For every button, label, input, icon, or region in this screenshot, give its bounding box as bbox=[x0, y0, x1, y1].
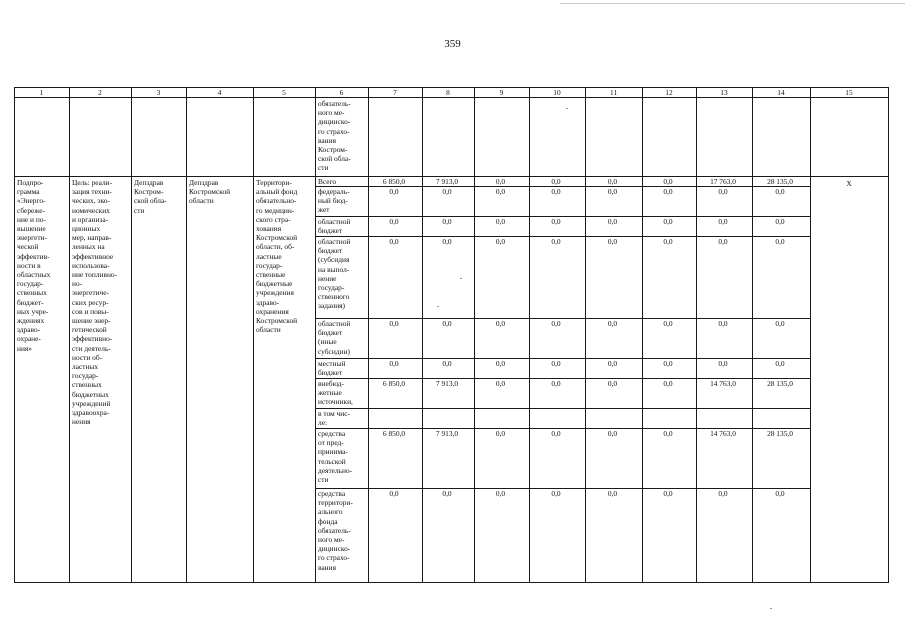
subprogram-goal: гетической bbox=[72, 325, 107, 335]
subprogram-name: ние и по- bbox=[17, 214, 46, 224]
amount-cell: 0,0 bbox=[775, 217, 785, 226]
amount-cell: 0,0 bbox=[775, 359, 785, 368]
column-rule-13 bbox=[752, 87, 753, 583]
amount-cell: 0,0 bbox=[442, 187, 452, 196]
funding-source-label: на выпол- bbox=[318, 264, 350, 274]
column-rule-5 bbox=[315, 87, 316, 583]
subprogram-name: ности в bbox=[17, 260, 41, 270]
amount-cell: 0,0 bbox=[663, 489, 673, 498]
amount-cell: 6 850,0 bbox=[382, 429, 406, 438]
funding-source-label: территори- bbox=[318, 498, 353, 508]
amount-cell: 0,0 bbox=[607, 359, 618, 368]
amount-cell: 0,0 bbox=[495, 237, 506, 246]
amount-cell: 6 850,0 bbox=[382, 177, 406, 186]
subprogram-goal: номических bbox=[72, 205, 110, 215]
subprogram-goal: шение энер- bbox=[72, 316, 111, 325]
funding-source-label: вания bbox=[318, 562, 336, 572]
funding-source-label: сти bbox=[318, 475, 329, 484]
scan-speck bbox=[437, 306, 439, 307]
participants: учреждения bbox=[256, 288, 294, 298]
column-rule-15 bbox=[888, 87, 889, 583]
column-rule-4 bbox=[253, 87, 254, 583]
amount-cell: 0,0 bbox=[495, 177, 506, 186]
amount-cell: 0,0 bbox=[607, 429, 618, 438]
co-executor: Костромской bbox=[189, 187, 231, 197]
column-rule-7 bbox=[422, 87, 423, 583]
amount-cell: 0,0 bbox=[607, 379, 618, 388]
funding-source-label: (субсидия bbox=[318, 255, 350, 265]
amount-cell: 28 135,0 bbox=[767, 379, 793, 388]
subprogram-goal: но- bbox=[72, 279, 83, 289]
amount-cell: 0,0 bbox=[775, 187, 785, 196]
funding-source-label: обязатель- bbox=[318, 525, 351, 535]
funding-source-label: средства bbox=[318, 489, 346, 498]
subprogram-goal: Цель: реали- bbox=[72, 178, 113, 187]
co-executor: Депздрав bbox=[189, 178, 219, 187]
participants: го медицин- bbox=[256, 205, 295, 215]
source-row-rule bbox=[315, 408, 810, 409]
participants: ственные bbox=[256, 270, 286, 279]
amount-cell: 7 913,0 bbox=[435, 429, 459, 438]
amount-cell: 0,0 bbox=[663, 319, 673, 328]
amount-cell: 0,0 bbox=[663, 237, 673, 246]
amount-cell: 0,0 bbox=[775, 237, 785, 246]
responsible-executor: сти bbox=[134, 205, 145, 215]
subprogram-name: областных bbox=[17, 270, 51, 279]
funding-source-label: деятельно- bbox=[318, 465, 353, 475]
amount-cell: 0,0 bbox=[551, 177, 561, 186]
column-rule-10 bbox=[585, 87, 586, 583]
column-header-14: 14 bbox=[777, 88, 785, 97]
column-rule-12 bbox=[696, 87, 697, 583]
subprogram-name: «Энерго- bbox=[17, 196, 46, 206]
funding-source-label: дицинско- bbox=[318, 544, 351, 554]
amount-cell: 0,0 bbox=[389, 217, 399, 226]
subprogram-name: бюджет- bbox=[17, 297, 44, 307]
continued-cell-text: обязатель- bbox=[318, 99, 351, 108]
amount-cell: 0,0 bbox=[607, 177, 618, 186]
amount-cell: 0,0 bbox=[718, 217, 728, 226]
funding-source-label: субсидии) bbox=[318, 346, 350, 356]
amount-cell: 0,0 bbox=[442, 489, 452, 498]
column-header-7: 7 bbox=[393, 88, 397, 97]
funding-source-label: бюджет bbox=[318, 226, 343, 236]
subprogram-goal: здравоохра- bbox=[72, 408, 110, 417]
amount-cell: 0,0 bbox=[389, 359, 399, 368]
subprogram-goal: ческих, эко- bbox=[72, 196, 110, 206]
subprogram-goal: ских ресур- bbox=[72, 297, 109, 307]
funding-source-label: ного ме- bbox=[318, 535, 345, 544]
amount-cell: 0,0 bbox=[442, 359, 452, 368]
subprogram-goal: эффективное bbox=[72, 251, 114, 261]
amount-cell: 0,0 bbox=[551, 187, 561, 196]
column-rule-9 bbox=[529, 87, 530, 583]
subprogram-name: вышение bbox=[17, 224, 46, 233]
column-rule-3 bbox=[186, 87, 187, 583]
funding-source-label: от пред- bbox=[318, 438, 344, 448]
funding-source-label: бюджет bbox=[318, 246, 343, 256]
amount-cell: 0,0 bbox=[495, 187, 506, 196]
amount-cell: 0,0 bbox=[607, 237, 618, 246]
funding-source-label: ственного bbox=[318, 292, 350, 302]
column-rule-0 bbox=[14, 87, 15, 583]
subprogram-goal: бюджетных bbox=[72, 389, 109, 399]
amount-cell: 0,0 bbox=[775, 489, 785, 498]
continued-cell-text: вания bbox=[318, 135, 336, 145]
subprogram-name: ждениях bbox=[17, 316, 45, 325]
column-header-6: 6 bbox=[339, 88, 344, 97]
amount-cell: 0,0 bbox=[551, 319, 561, 328]
funding-source-label: тельской bbox=[318, 456, 346, 466]
subprogram-name: ческой bbox=[17, 242, 39, 252]
subprogram-goal: сти деятель- bbox=[72, 343, 111, 353]
funding-source-label: внебюд- bbox=[318, 379, 344, 388]
funding-source-label: бюджет bbox=[318, 368, 343, 378]
funding-source-label: принима- bbox=[318, 447, 348, 457]
amount-cell: 0,0 bbox=[389, 319, 399, 328]
subprogram-goal: энергетиче- bbox=[72, 288, 109, 298]
subprogram-name: ственных bbox=[17, 288, 47, 298]
amount-cell: 28 135,0 bbox=[767, 429, 793, 438]
funding-source-label: задания) bbox=[318, 301, 346, 311]
amount-cell: 7 913,0 bbox=[435, 177, 459, 186]
subprogram-name: эффектив- bbox=[17, 251, 50, 261]
amount-cell: 14 763,0 bbox=[710, 379, 736, 388]
funding-source-label: Всего bbox=[318, 177, 337, 186]
subprogram-goal: ластных bbox=[72, 362, 99, 371]
amount-cell: 0,0 bbox=[389, 237, 399, 246]
amount-cell: 0,0 bbox=[551, 489, 561, 498]
amount-cell: 0,0 bbox=[775, 319, 785, 328]
column-rule-8 bbox=[474, 87, 475, 583]
funding-source-label: областной bbox=[318, 319, 351, 328]
amount-cell: 0,0 bbox=[495, 379, 506, 388]
subprogram-name: Подпро- bbox=[17, 178, 44, 187]
funding-source-label: государ- bbox=[318, 283, 345, 292]
column-header-1: 1 bbox=[39, 88, 44, 97]
column-rule-6 bbox=[368, 87, 369, 583]
subprogram-goal: ности об- bbox=[72, 352, 103, 362]
amount-cell: 0,0 bbox=[442, 319, 452, 328]
funding-source-label: нение bbox=[318, 273, 337, 283]
funding-source-label: го страхо- bbox=[318, 553, 350, 563]
subprogram-goal: мер, направ- bbox=[72, 233, 112, 243]
column-header-4: 4 bbox=[217, 88, 222, 97]
amount-cell: 0,0 bbox=[663, 217, 673, 226]
funding-source-label: ле: bbox=[318, 418, 328, 428]
continued-cell-text: сти bbox=[318, 163, 329, 173]
subprogram-name: энергети- bbox=[17, 233, 47, 243]
subprogram-goal: и организа- bbox=[72, 214, 109, 224]
participants: Костромской bbox=[256, 316, 298, 325]
page-number: 359 bbox=[444, 38, 461, 50]
table-bottom-rule bbox=[14, 582, 889, 583]
amount-cell: 0,0 bbox=[495, 217, 506, 226]
amount-cell: 0,0 bbox=[495, 429, 506, 438]
subprogram-goal: ционных bbox=[72, 224, 101, 233]
column-rule-1 bbox=[69, 87, 70, 583]
participants: государ- bbox=[256, 260, 283, 270]
amount-cell: 0,0 bbox=[551, 217, 561, 226]
amount-cell: 7 913,0 bbox=[435, 379, 459, 388]
amount-cell: 0,0 bbox=[663, 177, 673, 186]
subprogram-goal: зация техни- bbox=[72, 187, 112, 197]
funding-source-label: в том чис- bbox=[318, 409, 350, 418]
funding-source-label: средства bbox=[318, 429, 346, 438]
amount-cell: 0,0 bbox=[607, 217, 618, 226]
participants: бюджетные bbox=[256, 279, 293, 289]
subprogram-goal: учреждений bbox=[72, 398, 111, 408]
participants: здраво- bbox=[256, 297, 280, 307]
scan-speck bbox=[566, 108, 568, 109]
amount-cell: 0,0 bbox=[551, 359, 561, 368]
responsible-executor: ской обла- bbox=[134, 196, 167, 206]
funding-source-label: жет bbox=[318, 205, 330, 215]
column-header-12: 12 bbox=[665, 88, 673, 97]
column-15-mark: Х bbox=[846, 179, 852, 188]
amount-cell: 6 850,0 bbox=[382, 379, 406, 388]
amount-cell: 0,0 bbox=[718, 187, 728, 196]
column-header-8: 8 bbox=[446, 88, 450, 97]
amount-cell: 0,0 bbox=[495, 319, 506, 328]
continued-cell-text: дицинско- bbox=[318, 117, 351, 127]
subprogram-name: государ- bbox=[17, 279, 44, 289]
amount-cell: 17 763,0 bbox=[710, 177, 736, 186]
column-rule-14 bbox=[810, 87, 811, 583]
subprogram-goal: государ- bbox=[72, 371, 99, 381]
amount-cell: 0,0 bbox=[663, 429, 673, 438]
amount-cell: 0,0 bbox=[718, 237, 728, 246]
column-header-2: 2 bbox=[98, 88, 102, 97]
funding-source-label: областной bbox=[318, 237, 351, 246]
subprogram-goal: ственных bbox=[72, 380, 102, 390]
column-header-5: 5 bbox=[282, 88, 286, 97]
funding-source-label: ный бюд- bbox=[318, 196, 348, 206]
funding-source-label: (иные bbox=[318, 337, 337, 347]
amount-cell: 28 135,0 bbox=[767, 177, 793, 186]
responsible-executor: Костром- bbox=[134, 187, 164, 197]
amount-cell: 0,0 bbox=[551, 379, 561, 388]
column-header-15: 15 bbox=[845, 88, 853, 97]
amount-cell: 0,0 bbox=[718, 489, 728, 498]
amount-cell: 14 763,0 bbox=[710, 429, 736, 438]
funding-source-label: фонда bbox=[318, 516, 338, 526]
subprogram-name: охране- bbox=[17, 334, 41, 344]
column-header-9: 9 bbox=[499, 88, 504, 97]
continued-cell-text: ской обла- bbox=[318, 154, 351, 164]
amount-cell: 0,0 bbox=[495, 489, 506, 498]
amount-cell: 0,0 bbox=[442, 217, 452, 226]
scan-speck bbox=[460, 278, 462, 279]
subprogram-goal: нения bbox=[72, 417, 91, 427]
participants: области bbox=[256, 325, 281, 335]
participants: хования bbox=[256, 224, 282, 233]
column-rule-2 bbox=[131, 87, 132, 583]
amount-cell: 0,0 bbox=[551, 237, 561, 246]
participants: ского стра- bbox=[256, 214, 291, 224]
participants: Территори- bbox=[256, 178, 292, 187]
column-header-10: 10 bbox=[553, 88, 561, 97]
column-header-11: 11 bbox=[609, 88, 618, 97]
funding-source-label: источники, bbox=[318, 397, 353, 407]
amount-cell: 0,0 bbox=[718, 319, 728, 328]
responsible-executor: Депздрав bbox=[134, 178, 164, 187]
participants: обязательно- bbox=[256, 196, 297, 206]
subprogram-name: ния» bbox=[17, 343, 33, 353]
continued-cell-text: го страхо- bbox=[318, 126, 350, 136]
continued-cell-text: Костром- bbox=[318, 145, 348, 154]
funding-source-label: местный bbox=[318, 359, 346, 368]
co-executor: области bbox=[189, 196, 214, 206]
participants: Костромской bbox=[256, 233, 298, 243]
funding-source-label: федераль- bbox=[318, 187, 350, 196]
participants: ластные bbox=[256, 251, 282, 261]
amount-cell: 0,0 bbox=[389, 489, 399, 498]
amount-cell: 0,0 bbox=[663, 379, 673, 388]
amount-cell: 0,0 bbox=[663, 187, 673, 196]
amount-cell: 0,0 bbox=[607, 489, 618, 498]
funding-source-label: жетные bbox=[318, 388, 342, 398]
funding-source-label: бюджет bbox=[318, 328, 343, 338]
subprogram-goal: эффективно- bbox=[72, 334, 113, 344]
subprogram-name: ных учре- bbox=[17, 306, 49, 316]
subprogram-goal: использова- bbox=[72, 260, 110, 270]
subprogram-name: сбереже- bbox=[17, 205, 46, 215]
participants: области, об- bbox=[256, 242, 295, 252]
subprogram-name: здраво- bbox=[17, 325, 41, 335]
continued-cell-text: ного ме- bbox=[318, 108, 345, 118]
amount-cell: 0,0 bbox=[389, 187, 399, 196]
funding-source-label: ального bbox=[318, 507, 343, 517]
participants: охранения bbox=[256, 306, 289, 316]
amount-cell: 0,0 bbox=[607, 319, 618, 328]
amount-cell: 0,0 bbox=[718, 359, 728, 368]
amount-cell: 0,0 bbox=[442, 237, 452, 246]
column-header-13: 13 bbox=[720, 88, 728, 97]
subprogram-goal: ние топливно- bbox=[72, 270, 118, 279]
scan-speck bbox=[770, 608, 772, 609]
column-header-3: 3 bbox=[156, 88, 161, 97]
scan-top-rule bbox=[560, 3, 905, 4]
amount-cell: 0,0 bbox=[663, 359, 673, 368]
subprogram-goal: сов и повы- bbox=[72, 306, 109, 316]
amount-cell: 0,0 bbox=[607, 187, 618, 196]
column-rule-11 bbox=[642, 87, 643, 583]
participants: альный фонд bbox=[256, 187, 298, 197]
subprogram-name: грамма bbox=[17, 187, 40, 197]
subprogram-goal: ленных на bbox=[72, 242, 105, 252]
funding-source-label: областной bbox=[318, 217, 351, 226]
amount-cell: 0,0 bbox=[495, 359, 506, 368]
amount-cell: 0,0 bbox=[551, 429, 561, 438]
